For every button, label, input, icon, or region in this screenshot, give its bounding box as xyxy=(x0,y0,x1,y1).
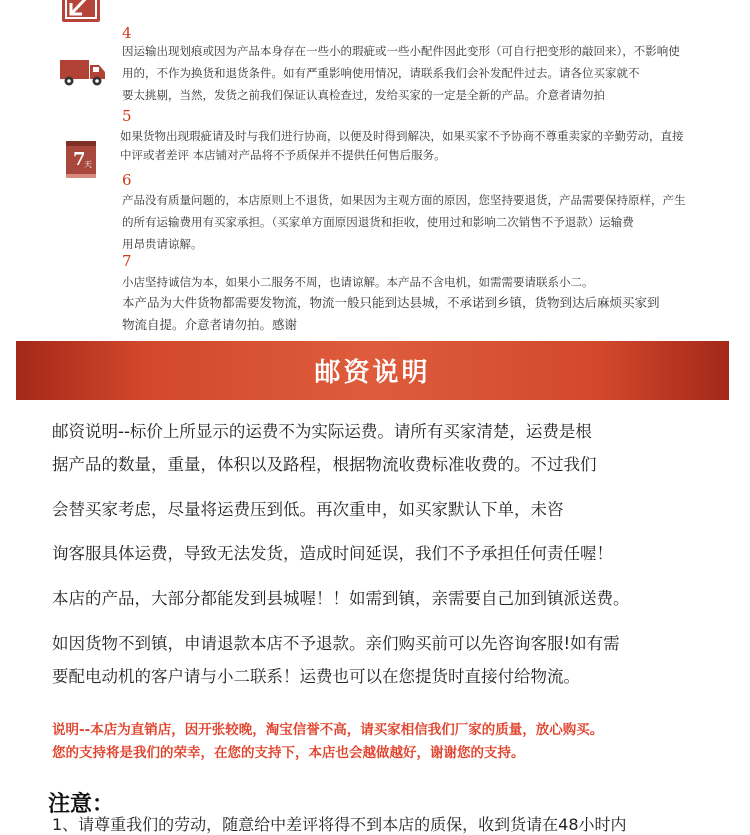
policy-line: 如果货物出现瑕疵请及时与我们进行协商，以便及时得到解决，如果买家不予协商不尊重卖家的辛勤劳动，直接 xyxy=(120,129,684,143)
shipping-line: 邮资说明--标价上所显示的运费不为实际运费。请所有买家清楚，运费是根 xyxy=(52,422,592,441)
red-note-line: 您的支持将是我们的荣幸，在您的支持下，本店也会越做越好，谢谢您的支持。 xyxy=(52,745,525,761)
banner-title: 邮资说明 xyxy=(314,358,431,388)
delivery-truck-icon xyxy=(59,56,107,88)
policy-number-5: 5 xyxy=(122,107,132,125)
policy-line: 因运输出现划痕或因为产品本身存在一些小的瑕疵或一些小配件因此变形（可自行把变形的敲回来），不影响使 xyxy=(122,44,680,58)
policy-text-6 xyxy=(122,189,722,255)
return-arrow-icon xyxy=(62,0,100,22)
return-policy-section xyxy=(0,0,750,338)
policy-line: 小店坚持诚信为本，如果小二服务不周，也请谅解。本产品不含电机，如需需要请联系小二。 xyxy=(122,275,594,289)
shipping-line: 如因货物不到镇，申请退款本店不予退款。亲们购买前可以先咨询客服!如有需 xyxy=(52,634,620,653)
policy-text-4 xyxy=(122,40,722,106)
notice-title: 注意： xyxy=(48,792,115,817)
shipping-line: 询客服具体运费，导致无法发货，造成时间延误，我们不予承担任何责任喔！ xyxy=(52,544,613,563)
policy-number-6: 6 xyxy=(122,171,132,189)
policy-text-7 xyxy=(122,272,722,336)
policy-line: 的所有运输费用有买家承担。（买家单方面原因退货和拒收，使用过和影响二次销售不予退款）运输费 xyxy=(122,215,634,229)
policy-line: 物流自提。介意者请勿拍。感谢 xyxy=(122,317,298,332)
seven-day-calendar-icon xyxy=(65,138,97,180)
shipping-line: 据产品的数量，重量，体积以及路程，根据物流收费标准收费的。不过我们 xyxy=(52,455,597,474)
policy-text-5 xyxy=(120,127,720,165)
red-note-line: 说明--本店为直销店，因开张较晚，淘宝信誉不高，请买家相信我们厂家的质量，放心购买。 xyxy=(52,722,604,738)
postage-banner xyxy=(16,341,729,400)
policy-line: 用昂贵请谅解。 xyxy=(122,237,203,251)
policy-line: 中评或者差评 本店铺对产品将不予质保并不提供任何售后服务。 xyxy=(120,148,446,162)
shipping-line: 本店的产品，大部分都能发到县城喔！！如需到镇，亲需要自己加到镇派送费。 xyxy=(52,589,630,608)
policy-line: 产品没有质量问题的，本店原则上不退货，如果因为主观方面的原因，您坚持要退货，产品需要保持原样，产生 xyxy=(122,193,686,207)
shipping-line: 会替买家考虑，尽量将运费压到低。再次重申，如买家默认下单，未咨 xyxy=(52,500,564,519)
policy-number-4: 4 xyxy=(122,24,132,42)
day-unit-label: 天 xyxy=(84,160,92,169)
seven-day-badge: 7 xyxy=(73,149,86,170)
policy-number-7: 7 xyxy=(122,252,132,270)
policy-line: 用的，不作为换货和退货条件。如有严重影响使用情况，请联系我们会补发配件过去。请各位买家就不 xyxy=(122,66,640,80)
policy-line: 要太挑剔，当然，发货之前我们保证认真检查过，发给买家的一定是全新的产品。介意者请勿拍 xyxy=(122,88,605,102)
shipping-line: 要配电动机的客户请与小二联系！运费也可以在您提货时直接付给物流。 xyxy=(52,667,580,686)
notice-first-line: 1、请尊重我们的劳动，随意给中差评将得不到本店的质保，收到货请在48小时内 xyxy=(52,815,627,834)
policy-line: 本产品为大件货物都需要发物流，物流一般只能到达县城，不承诺到乡镇，货物到达后麻烦买家到 xyxy=(122,295,660,310)
